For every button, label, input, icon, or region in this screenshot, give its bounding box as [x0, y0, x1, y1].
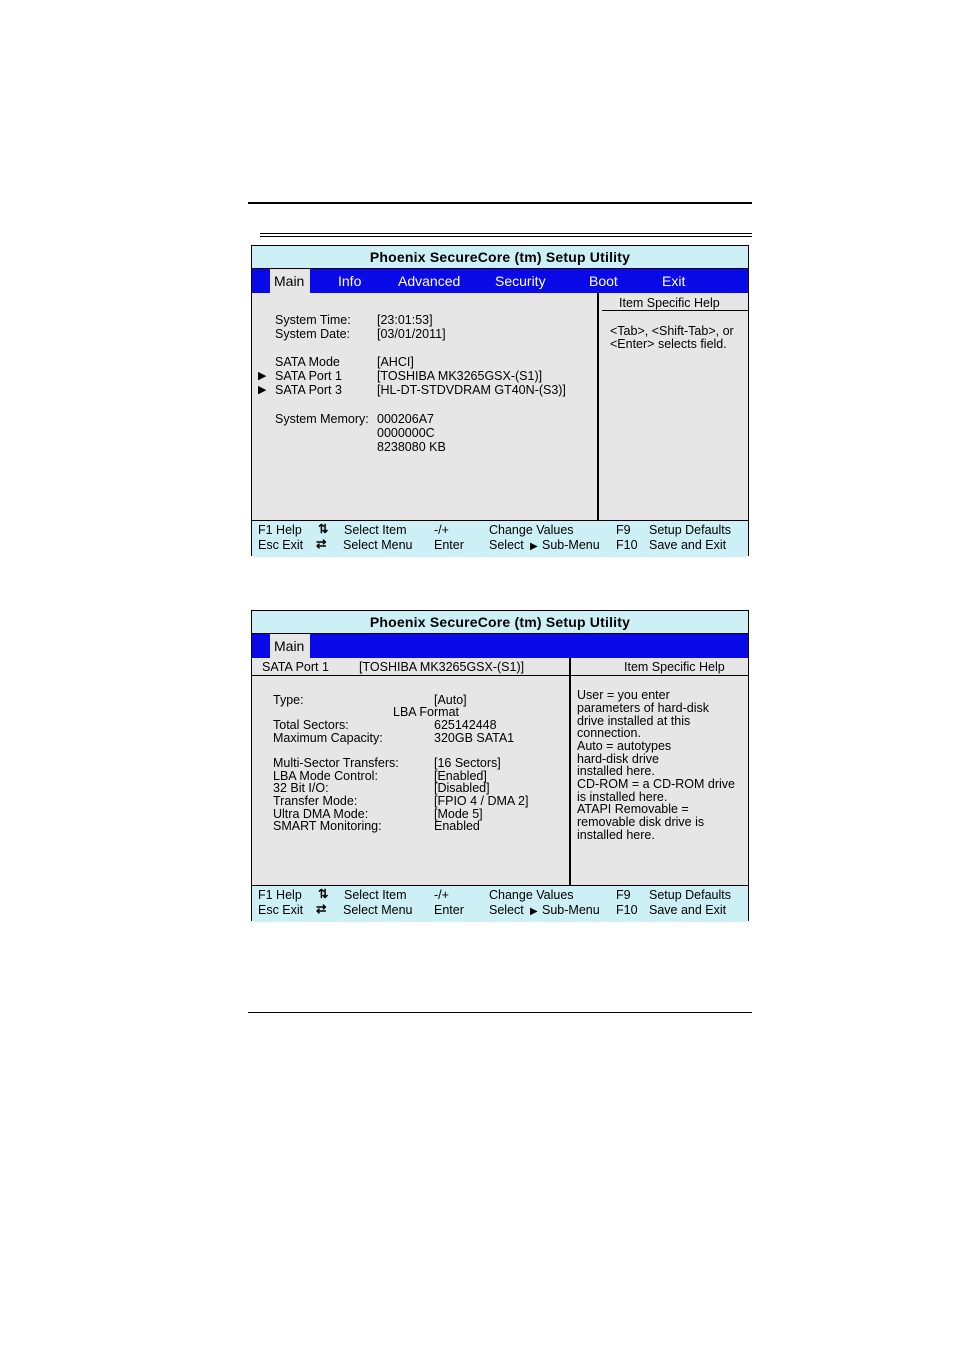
system-memory-label: System Memory: — [275, 412, 369, 426]
sata-mode-value[interactable]: [AHCI] — [377, 355, 414, 369]
multi-sector-value[interactable]: [16 Sectors] — [434, 756, 501, 770]
f10-key: F10 — [616, 903, 638, 917]
sata-port3-label[interactable]: SATA Port 3 — [275, 383, 342, 397]
change-values: Change Values — [489, 523, 574, 537]
select-menu: Select Menu — [343, 538, 413, 552]
minus-plus: -/+ — [434, 523, 449, 537]
help-line: parameters of hard-disk — [577, 701, 710, 715]
esc-exit: Esc Exit — [258, 538, 304, 552]
system-memory-value: 0000000C — [377, 426, 435, 440]
tab-main[interactable]: Main — [270, 634, 310, 658]
help-line: installed here. — [577, 764, 655, 778]
help-line: <Enter> selects field. — [610, 337, 727, 351]
submenu-marker-icon: ▶ — [258, 370, 267, 382]
transfer-mode-label: Transfer Mode: — [273, 794, 358, 808]
menu-bar — [252, 634, 748, 658]
f9-key: F9 — [616, 523, 631, 537]
help-line: <Tab>, <Shift-Tab>, or — [610, 324, 734, 338]
ultra-dma-label: Ultra DMA Mode: — [273, 807, 369, 821]
submenu-marker-icon: ▶ — [258, 384, 267, 396]
up-down-arrows-icon: ⇅ — [318, 522, 329, 536]
section-rule — [260, 233, 752, 234]
help-line: is installed here. — [577, 790, 668, 804]
help-line: installed here. — [577, 828, 655, 842]
smart-value: Enabled — [434, 819, 480, 833]
panel-divider — [597, 293, 599, 520]
system-date-value[interactable]: [03/01/2011] — [377, 327, 446, 341]
save-and-exit: Save and Exit — [649, 903, 727, 917]
system-time-label: System Time: — [275, 313, 351, 327]
ultra-dma-value[interactable]: [Mode 5] — [434, 807, 483, 821]
tab-main[interactable]: Main — [270, 269, 310, 293]
select-item: Select Item — [344, 523, 407, 537]
minus-plus: -/+ — [434, 888, 449, 902]
help-line: hard-disk drive — [577, 752, 659, 766]
type-label: Type: — [273, 693, 304, 707]
change-values: Change Values — [489, 888, 574, 902]
lba-mode-label: LBA Mode Control: — [273, 769, 378, 783]
system-time-value[interactable]: [23:01:53] — [377, 313, 433, 327]
help-title-underline — [602, 310, 748, 311]
key-legend — [252, 520, 748, 557]
bit32-io-label: 32 Bit I/O: — [273, 781, 329, 795]
panel-divider — [569, 658, 571, 885]
help-line: User = you enter — [577, 688, 670, 702]
tab-boot[interactable]: Boot — [589, 273, 618, 289]
help-line: CD-ROM = a CD-ROM drive — [577, 777, 735, 791]
help-line: Auto = autotypes — [577, 739, 672, 753]
enter-key: Enter — [434, 538, 464, 552]
sata-port1-value: [TOSHIBA MK3265GSX-(S1)] — [377, 369, 543, 383]
save-and-exit: Save and Exit — [649, 538, 727, 552]
total-sectors-label: Total Sectors: — [273, 718, 349, 732]
system-memory-value: 000206A7 — [377, 412, 435, 426]
top-rule — [248, 202, 752, 204]
help-line: removable disk drive is — [577, 815, 705, 829]
multi-sector-label: Multi-Sector Transfers: — [273, 756, 399, 770]
f1-help: F1 Help — [258, 523, 302, 537]
lba-mode-value[interactable]: [Enabled] — [434, 769, 487, 783]
tab-security[interactable]: Security — [495, 273, 546, 289]
submenu-header-value: [TOSHIBA MK3265GSX-(S1)] — [359, 660, 525, 674]
lba-format: LBA Format — [393, 705, 459, 719]
esc-exit: Esc Exit — [258, 903, 304, 917]
section-rule-thin — [260, 236, 752, 237]
max-capacity-label: Maximum Capacity: — [273, 731, 383, 745]
select-menu: Select Menu — [343, 903, 413, 917]
system-date-label: System Date: — [275, 327, 351, 341]
submenu-header-label: SATA Port 1 — [262, 660, 329, 674]
key-legend — [252, 885, 748, 922]
select-label: Select — [489, 538, 524, 552]
sub-menu: Sub-Menu — [542, 903, 600, 917]
smart-label: SMART Monitoring: — [273, 819, 382, 833]
tab-exit[interactable]: Exit — [662, 273, 686, 289]
sata-port3-value: [HL-DT-STDVDRAM GT40N-(S3)] — [377, 383, 566, 397]
header-underline — [252, 675, 748, 676]
bios-sata-port-screen — [251, 610, 749, 921]
system-memory-value: 8238080 KB — [377, 440, 446, 454]
setup-defaults: Setup Defaults — [649, 888, 731, 902]
type-value[interactable]: [Auto] — [434, 693, 467, 707]
up-down-arrows-icon: ⇅ — [318, 887, 329, 901]
menu-bar — [252, 269, 748, 293]
transfer-mode-value[interactable]: [FPIO 4 / DMA 2] — [434, 794, 529, 808]
setup-defaults: Setup Defaults — [649, 523, 731, 537]
help-line: connection. — [577, 726, 641, 740]
f10-key: F10 — [616, 538, 638, 552]
help-line: ATAPI Removable = — [577, 802, 689, 816]
sub-menu: Sub-Menu — [542, 538, 600, 552]
left-right-arrows-icon: ⇄ — [316, 537, 327, 551]
bit32-io-value[interactable]: [Disabled] — [434, 781, 490, 795]
max-capacity-value: 320GB SATA1 — [434, 731, 515, 745]
f9-key: F9 — [616, 888, 631, 902]
bios-main-screen — [251, 245, 749, 556]
window-title: Phoenix SecureCore (tm) Setup Utility — [252, 611, 748, 634]
total-sectors-value: 625142448 — [434, 718, 497, 732]
submenu-arrow-icon: ▶ — [530, 541, 538, 552]
help-title: Item Specific Help — [619, 296, 720, 310]
help-title: Item Specific Help — [624, 660, 725, 674]
sata-mode-label: SATA Mode — [275, 355, 340, 369]
select-item: Select Item — [344, 888, 407, 902]
f1-help: F1 Help — [258, 888, 302, 902]
sata-port-content — [252, 658, 748, 885]
main-content — [252, 293, 748, 520]
left-right-arrows-icon: ⇄ — [316, 902, 327, 916]
sata-port1-label[interactable]: SATA Port 1 — [275, 369, 342, 383]
submenu-arrow-icon: ▶ — [530, 906, 538, 917]
bottom-rule — [248, 1012, 752, 1013]
window-title: Phoenix SecureCore (tm) Setup Utility — [252, 246, 748, 269]
tab-advanced[interactable]: Advanced — [398, 273, 461, 289]
tab-info[interactable]: Info — [338, 273, 362, 289]
select-label: Select — [489, 903, 524, 917]
enter-key: Enter — [434, 903, 464, 917]
help-line: drive installed at this — [577, 714, 691, 728]
